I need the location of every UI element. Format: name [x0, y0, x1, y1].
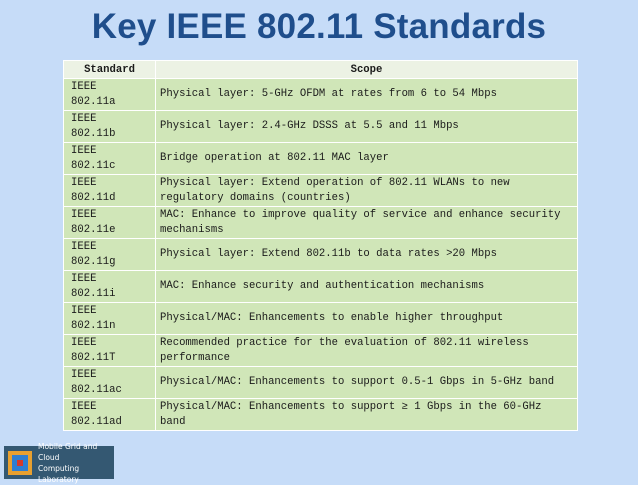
- table-row: [64, 399, 578, 431]
- scope-cell: Recommended practice for the evaluation of 802.11 wireless performance: [156, 335, 578, 367]
- header-standard: Standard: [64, 61, 156, 79]
- standard-cell: IEEE 802.11e: [64, 207, 156, 239]
- scope-cell: MAC: Enhance to improve quality of service and enhance security mechanisms: [156, 207, 578, 239]
- table-row: [64, 367, 578, 399]
- scope-cell: MAC: Enhance security and authentication mechanisms: [156, 271, 578, 303]
- table-header-row: [64, 61, 578, 79]
- lab-logo-mark-icon: [8, 451, 32, 475]
- standard-cell: IEEE 802.11i: [64, 271, 156, 303]
- standard-cell: IEEE 802.11a: [64, 79, 156, 111]
- table-row: [64, 335, 578, 367]
- standard-cell: IEEE 802.11b: [64, 111, 156, 143]
- lab-logo-line2: Computing Laboratory: [38, 463, 80, 484]
- scope-cell: Physical/MAC: Enhancements to enable higher throughput: [156, 303, 578, 335]
- table-row: [64, 303, 578, 335]
- scope-cell: Bridge operation at 802.11 MAC layer: [156, 143, 578, 175]
- standard-cell: IEEE 802.11g: [64, 239, 156, 271]
- standard-cell: IEEE 802.11n: [64, 303, 156, 335]
- scope-cell: Physical/MAC: Enhancements to support 0.5-1 Gbps in 5-GHz band: [156, 367, 578, 399]
- table-row: [64, 111, 578, 143]
- table-row: [64, 271, 578, 303]
- scope-cell: Physical layer: 2.4-GHz DSSS at 5.5 and 11 Mbps: [156, 111, 578, 143]
- standard-cell: IEEE 802.11ad: [64, 399, 156, 431]
- scope-cell: Physical layer: 5-GHz OFDM at rates from 6 to 54 Mbps: [156, 79, 578, 111]
- lab-logo: [4, 441, 114, 484]
- table-row: [64, 207, 578, 239]
- slide-title: Key IEEE 802.11 Standards: [91, 7, 547, 46]
- table-row: [64, 239, 578, 271]
- standards-table: [63, 60, 578, 431]
- standard-cell: IEEE 802.11d: [64, 175, 156, 207]
- header-scope: Scope: [156, 61, 578, 79]
- lab-logo-text: [38, 441, 114, 485]
- standard-cell: IEEE 802.11T: [64, 335, 156, 367]
- scope-cell: Physical/MAC: Enhancements to support ≥ 1 Gbps in the 60-GHz band: [156, 399, 578, 431]
- scope-cell: Physical layer: Extend 802.11b to data rates >20 Mbps: [156, 239, 578, 271]
- table-row: [64, 143, 578, 175]
- table-row: [64, 175, 578, 207]
- standard-cell: IEEE 802.11c: [64, 143, 156, 175]
- scope-cell: Physical layer: Extend operation of 802.11 WLANs to new regulatory domains (countries): [156, 175, 578, 207]
- standard-cell: IEEE 802.11ac: [64, 367, 156, 399]
- lab-logo-line1: Mobile Grid and Cloud: [38, 441, 98, 462]
- table-row: [64, 79, 578, 111]
